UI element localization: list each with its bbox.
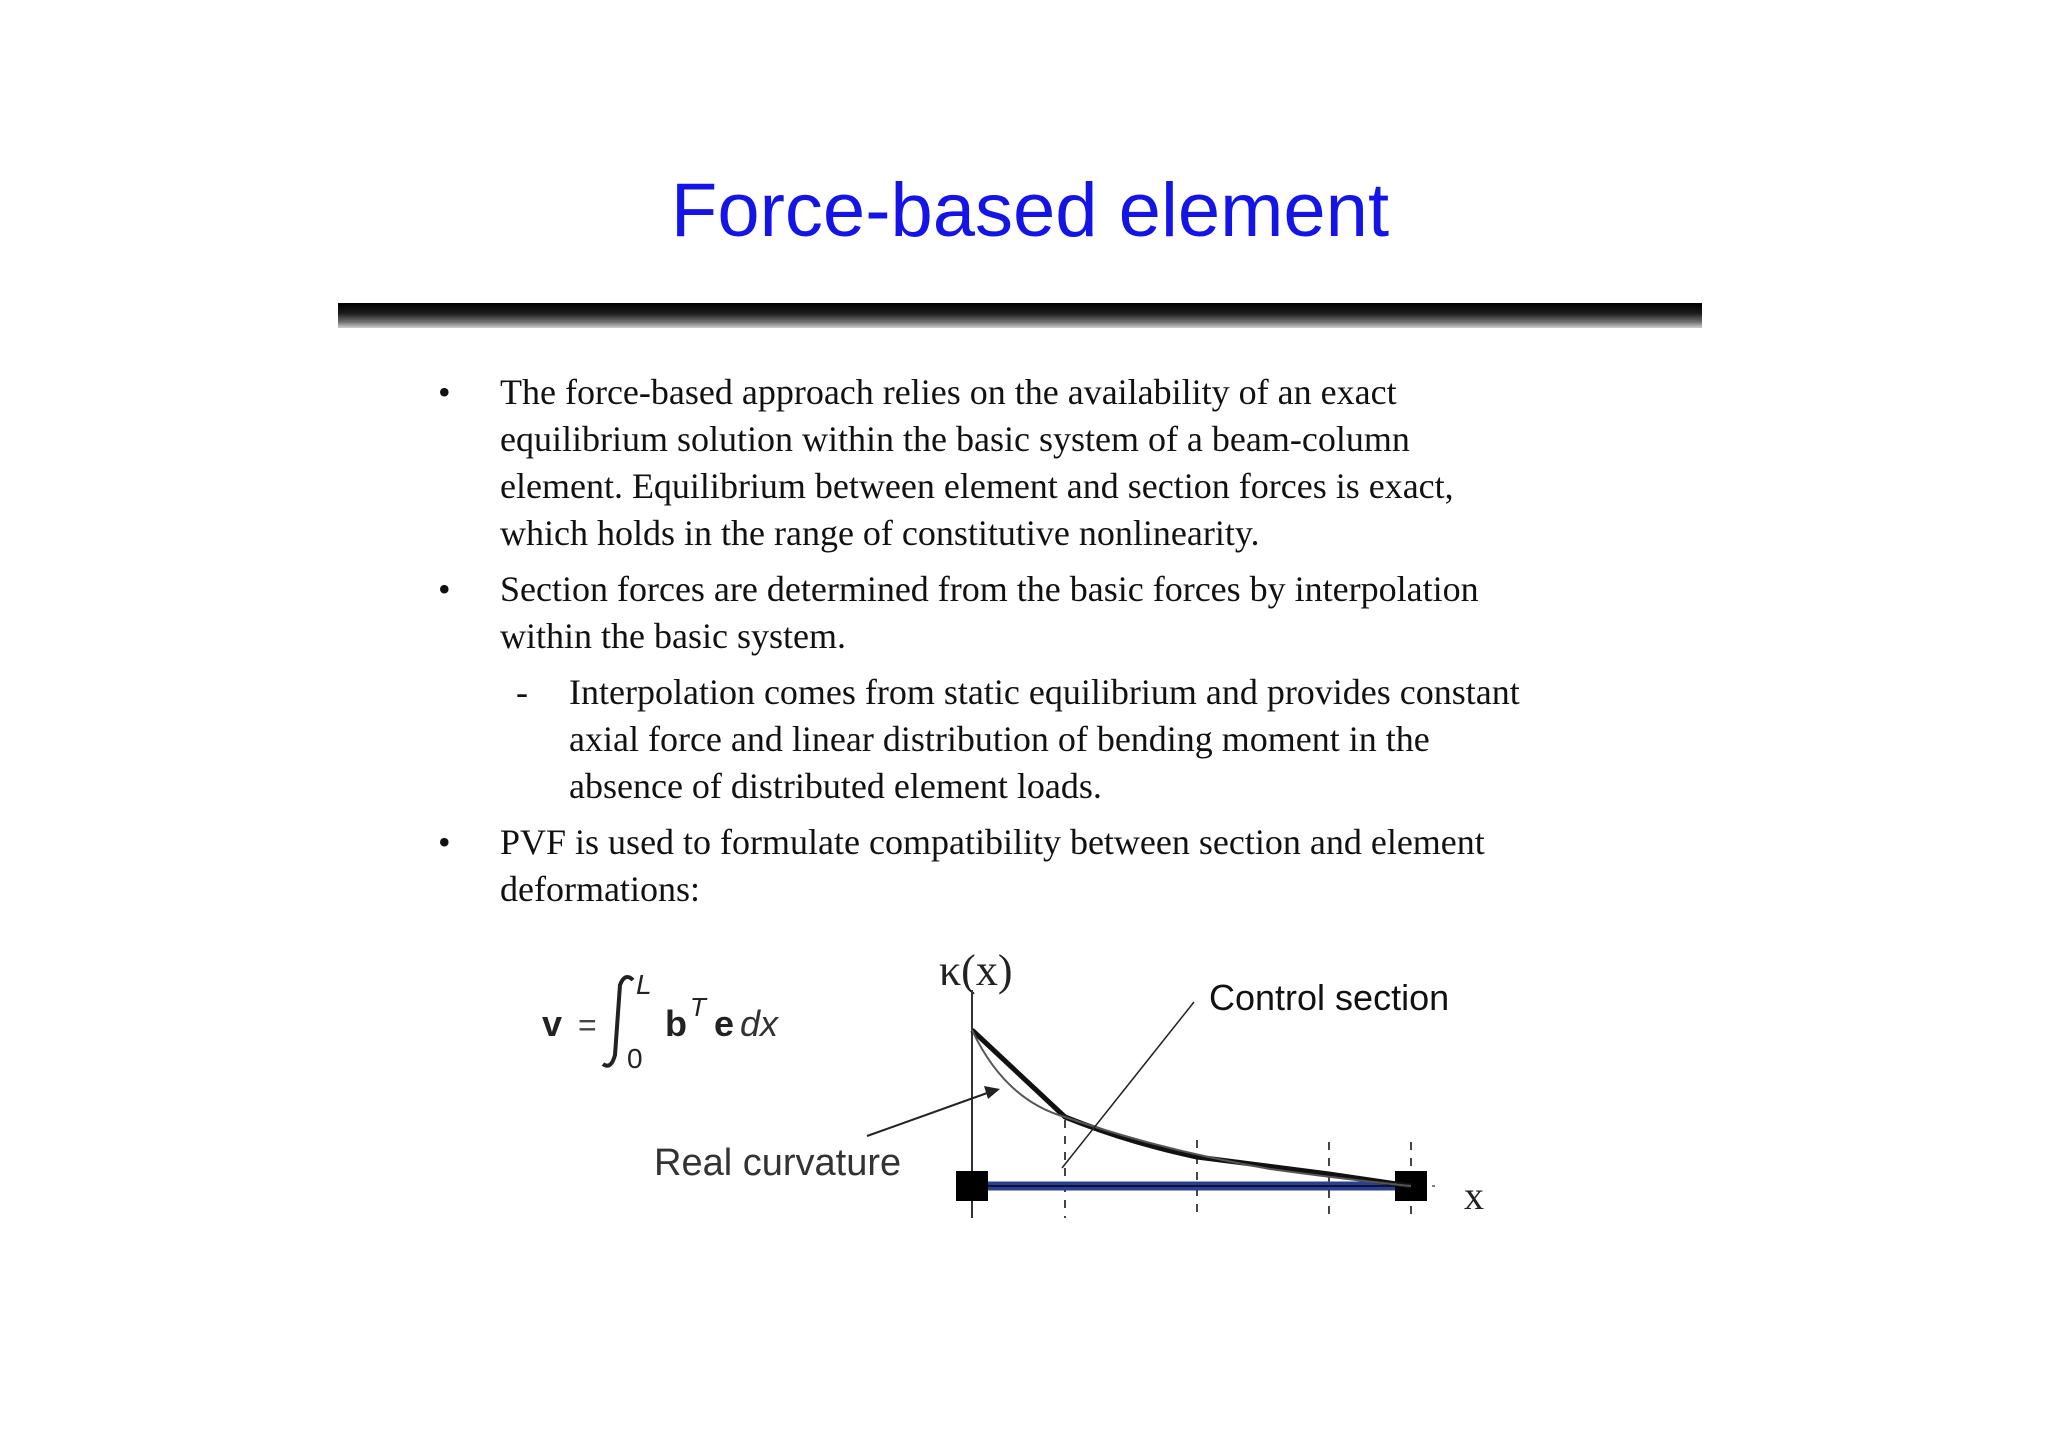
equation-upper-limit: L <box>636 969 652 1000</box>
equation-dx: dx <box>740 1003 779 1044</box>
control-section-label: Control section <box>1209 977 1450 1018</box>
bullet-line: equilibrium solution within the basic system of a beam-column <box>500 419 1410 459</box>
approximate-curvature-curve <box>972 1030 1411 1186</box>
real-curvature-curve <box>972 1030 1411 1186</box>
equation-e: e <box>714 1003 735 1044</box>
bullet-line: which holds in the range of constitutive nonlinearity. <box>500 513 1260 553</box>
equation-v: v <box>542 1003 563 1044</box>
bullet-marker: • <box>438 822 451 862</box>
equation-equals: = <box>578 1007 597 1043</box>
sub-bullet-line: Interpolation comes from static equilibrium and provides constant <box>569 672 1520 712</box>
sub-bullet-line: axial force and linear distribution of bending moment in the <box>569 719 1430 759</box>
bullet-line: Section forces are determined from the basic forces by interpolation <box>500 569 1479 609</box>
bullet-line: deformations: <box>500 869 700 909</box>
control-section-pointer <box>1062 1002 1194 1168</box>
y-axis-label: κ(x) <box>939 946 1013 995</box>
bullet-line: The force-based approach relies on the availability of an exact <box>500 372 1397 412</box>
slide-title: Force-based element <box>670 168 1390 253</box>
bullet-marker: • <box>438 372 451 412</box>
real-curvature-label: Real curvature <box>654 1142 902 1184</box>
bullet-marker: • <box>438 569 451 609</box>
pvf-equation <box>542 969 780 1074</box>
bullet-line: within the basic system. <box>500 616 846 656</box>
sub-bullet-marker: - <box>516 672 528 712</box>
equation-b: b <box>665 1003 687 1044</box>
end-node-left <box>956 1171 988 1201</box>
x-axis-label: x <box>1464 1173 1484 1218</box>
bullet-line: element. Equilibrium between element and section forces is exact, <box>500 466 1454 506</box>
equation-lower-limit: 0 <box>627 1043 643 1074</box>
equation-transpose: T <box>690 992 706 1022</box>
bullet-line: PVF is used to formulate compatibility between section and element <box>500 822 1485 862</box>
sub-bullet-line: absence of distributed element loads. <box>569 766 1102 806</box>
arrowhead-icon <box>984 1086 1000 1099</box>
